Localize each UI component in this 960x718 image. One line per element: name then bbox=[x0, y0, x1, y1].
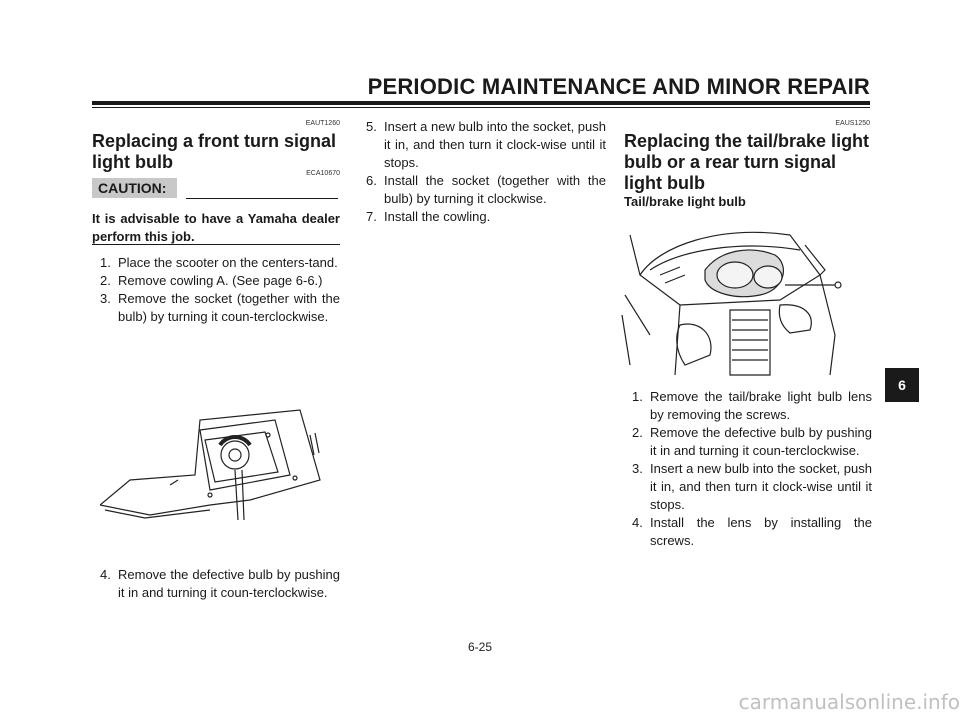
page-header-title: PERIODIC MAINTENANCE AND MINOR REPAIR bbox=[367, 74, 870, 99]
step-text: Insert a new bulb into the socket, push it in, and then turn it clock-wise until it stops. bbox=[650, 461, 872, 512]
heading-line: light bulb bbox=[624, 173, 705, 193]
list-item bbox=[624, 514, 872, 550]
step-number: 7. bbox=[366, 209, 377, 224]
list-item bbox=[624, 424, 872, 460]
steps-list-front-continued bbox=[92, 566, 340, 602]
list-item bbox=[358, 208, 606, 226]
step-text: Remove the defective bulb by pushing it in and turning it coun-terclockwise. bbox=[118, 567, 340, 600]
caution-code: ECA10670 bbox=[306, 170, 340, 177]
step-number: 4. bbox=[100, 567, 111, 582]
steps-list-front bbox=[92, 254, 340, 326]
tail-brake-light-lens-illustration-icon bbox=[620, 215, 850, 380]
section-code: EAUS1250 bbox=[835, 120, 870, 127]
step-number: 1. bbox=[632, 389, 643, 404]
step-number: 1. bbox=[100, 255, 111, 270]
step-number: 2. bbox=[100, 273, 111, 288]
watermark: carmanualsonline.info bbox=[738, 690, 960, 714]
steps-list-tail-brake bbox=[624, 388, 872, 550]
heading-line: bulb or a rear turn signal bbox=[624, 152, 837, 172]
step-text: Place the scooter on the centers-tand. bbox=[118, 255, 338, 270]
step-number: 5. bbox=[366, 119, 377, 134]
list-item bbox=[624, 388, 872, 424]
front-turn-signal-socket-illustration-icon bbox=[100, 400, 340, 525]
subheading-tail-brake-light-bulb: Tail/brake light bulb bbox=[624, 194, 746, 209]
step-number: 2. bbox=[632, 425, 643, 440]
section-heading-tail-brake-light bbox=[624, 131, 869, 194]
section-code: EAUT1260 bbox=[305, 120, 340, 127]
step-number: 4. bbox=[632, 515, 643, 530]
list-item bbox=[92, 290, 340, 326]
step-text: Remove the defective bulb by pushing it in and turning it coun-terclockwise. bbox=[650, 425, 872, 458]
heading-line: light bulb bbox=[92, 152, 173, 172]
page-number: 6-25 bbox=[467, 640, 493, 654]
step-number: 3. bbox=[632, 461, 643, 476]
section-heading-front-turn-signal bbox=[92, 131, 336, 173]
caution-label: CAUTION: bbox=[98, 180, 167, 196]
list-item bbox=[624, 460, 872, 514]
caution-bottom-rule bbox=[92, 244, 340, 245]
step-text: Remove cowling A. (See page 6-6.) bbox=[118, 273, 323, 288]
heading-line: Replacing the tail/brake light bbox=[624, 131, 870, 151]
step-text: Remove the tail/brake light bulb lens by removing the screws. bbox=[650, 389, 872, 422]
heading-line: Replacing a front turn signal bbox=[92, 131, 337, 151]
caution-rule bbox=[186, 198, 338, 199]
list-item bbox=[358, 118, 606, 172]
chapter-tab: 6 bbox=[885, 368, 919, 402]
step-text: Install the lens by installing the screws. bbox=[650, 515, 872, 548]
step-text: Install the socket (together with the bulb) by turning it clockwise. bbox=[384, 173, 606, 206]
step-text: Install the cowling. bbox=[384, 209, 491, 224]
list-item bbox=[92, 272, 340, 290]
steps-list-middle bbox=[358, 118, 606, 226]
step-number: 6. bbox=[366, 173, 377, 188]
list-item bbox=[358, 172, 606, 208]
step-text: Remove the socket (together with the bulb) by turning it coun-terclockwise. bbox=[118, 291, 340, 324]
step-text: Insert a new bulb into the socket, push it in, and then turn it clock-wise until it stops. bbox=[384, 119, 606, 170]
header-rule-thin bbox=[92, 107, 870, 108]
header-rule bbox=[92, 101, 870, 105]
list-item bbox=[92, 566, 340, 602]
step-number: 3. bbox=[100, 291, 111, 306]
caution-text: It is advisable to have a Yamaha dealer perform this job. bbox=[92, 211, 340, 244]
list-item bbox=[92, 254, 340, 272]
